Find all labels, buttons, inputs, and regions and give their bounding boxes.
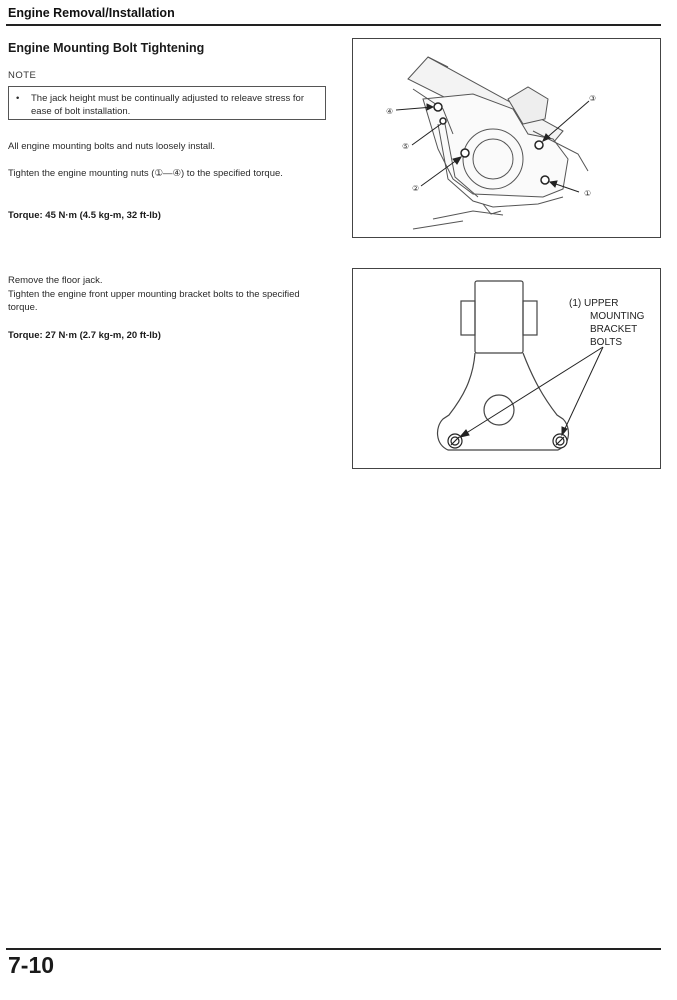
callout-5: ⑤	[402, 142, 410, 151]
callout-label-line-2: MOUNTING	[590, 311, 645, 322]
callout-label-line-3: BRACKET	[590, 324, 638, 335]
engine-mount-drawing	[353, 39, 660, 237]
bracket-bolts-figure	[352, 268, 661, 469]
step1-torque-spec: Torque: 45 N·m (4.5 kg-m, 32 ft-lb)	[8, 210, 161, 221]
callout-1: ①	[584, 189, 592, 198]
nut-4	[434, 103, 442, 111]
nut-3	[535, 141, 543, 149]
callout-2: ②	[412, 184, 420, 193]
step2-torque-spec: Torque: 27 N·m (2.7 kg-m, 20 ft-lb)	[8, 330, 161, 341]
bolt-5	[440, 118, 446, 124]
header-rule	[6, 24, 661, 26]
section-title: Engine Mounting Bolt Tightening	[8, 41, 205, 55]
note-text: The jack height must be continually adjusted to releave stress for ease of bolt installation.	[31, 93, 305, 117]
step1-paragraph-2: Tighten the engine mounting nuts (①—④) to the specified torque.	[8, 168, 283, 179]
footer-rule	[6, 948, 661, 950]
note-bullet: •	[16, 93, 20, 104]
callout-3: ③	[589, 94, 597, 103]
step2-paragraph-2: Tighten the engine front upper mounting bracket bolts to the specified torque.	[8, 289, 300, 313]
bracket-drawing	[353, 269, 660, 468]
callout-label-line-4: BOLTS	[590, 337, 623, 348]
callout-4: ④	[386, 107, 394, 116]
page-number: 7-10	[8, 952, 55, 978]
step2-paragraph-1: Remove the floor jack.	[8, 275, 103, 286]
nut-2	[461, 149, 469, 157]
nut-1	[541, 176, 549, 184]
engine-mount-figure	[352, 38, 661, 238]
note-box	[8, 86, 326, 120]
callout-label-line-1: (1) UPPER	[569, 298, 619, 309]
header-title: Engine Removal/Installation	[8, 6, 175, 20]
note-label: NOTE	[8, 70, 37, 81]
step1-paragraph-1: All engine mounting bolts and nuts loosely install.	[8, 141, 216, 152]
